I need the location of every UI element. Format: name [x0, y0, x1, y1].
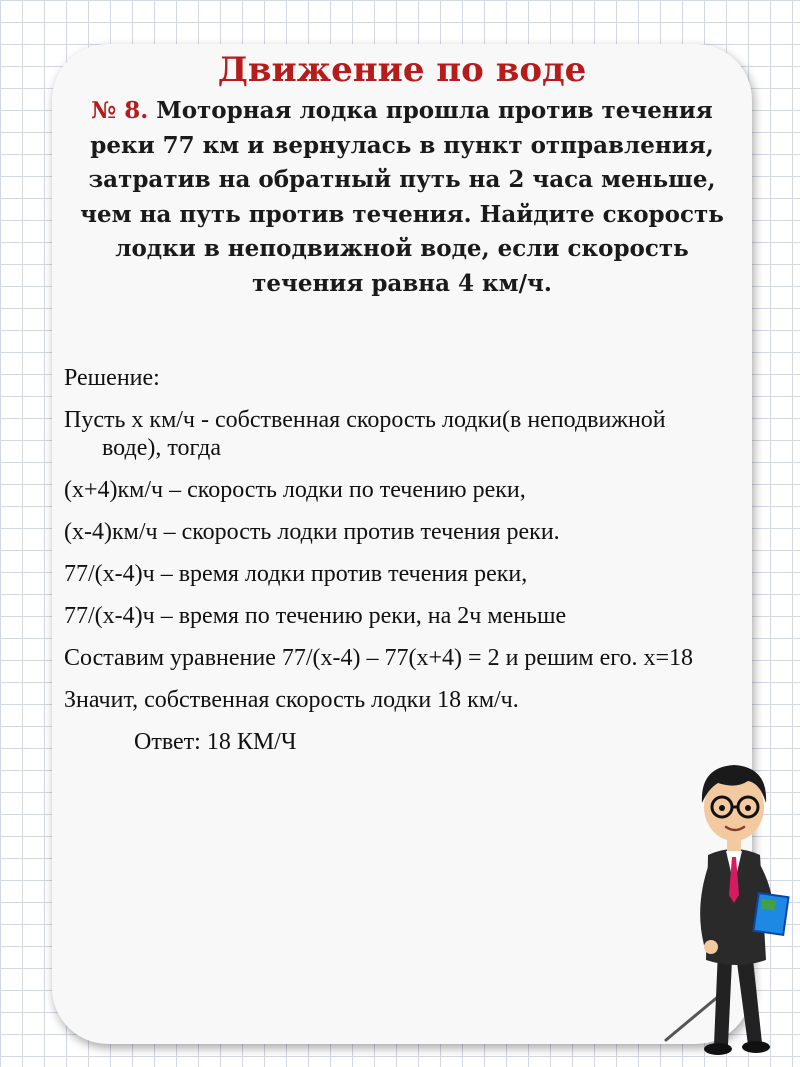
problem-number: № 8.	[91, 97, 149, 124]
solution-line: Значит, собственная скорость лодки 18 км/ч.	[64, 687, 519, 713]
solution-line: Пусть х км/ч - собственная скорость лодки(в неподвижной воде), тогда	[64, 407, 666, 461]
solution-block	[64, 364, 714, 770]
problem-statement	[72, 94, 732, 301]
solution-line: Составим уравнение 77/(х-4) – 77(х+4) = 2 и решим его. х=18	[64, 645, 694, 671]
solution-line: 77/(х-4)ч – время лодки против течения реки,	[64, 561, 528, 587]
slide-title: Движение по воде	[217, 50, 587, 90]
problem-text: Моторная лодка прошла против течения реки 77 км и вернулась в пункт отправления, затратив на обратный путь на 2 часа меньше, чем на путь против течения. Найдите скорость лодки в неподвижной воде, если скорость течения равна 4 км/ч.	[80, 97, 724, 297]
teacher-boy-icon	[656, 745, 796, 1065]
solution-heading: Решение:	[64, 365, 160, 391]
answer-line: Ответ: 18 КМ/Ч	[134, 729, 297, 755]
solution-line: (х-4)км/ч – скорость лодки против течения реки.	[64, 519, 560, 545]
solution-line: (х+4)км/ч – скорость лодки по течению реки,	[64, 477, 526, 503]
solution-line: 77/(х-4)ч – время по течению реки, на 2ч меньше	[64, 603, 567, 629]
